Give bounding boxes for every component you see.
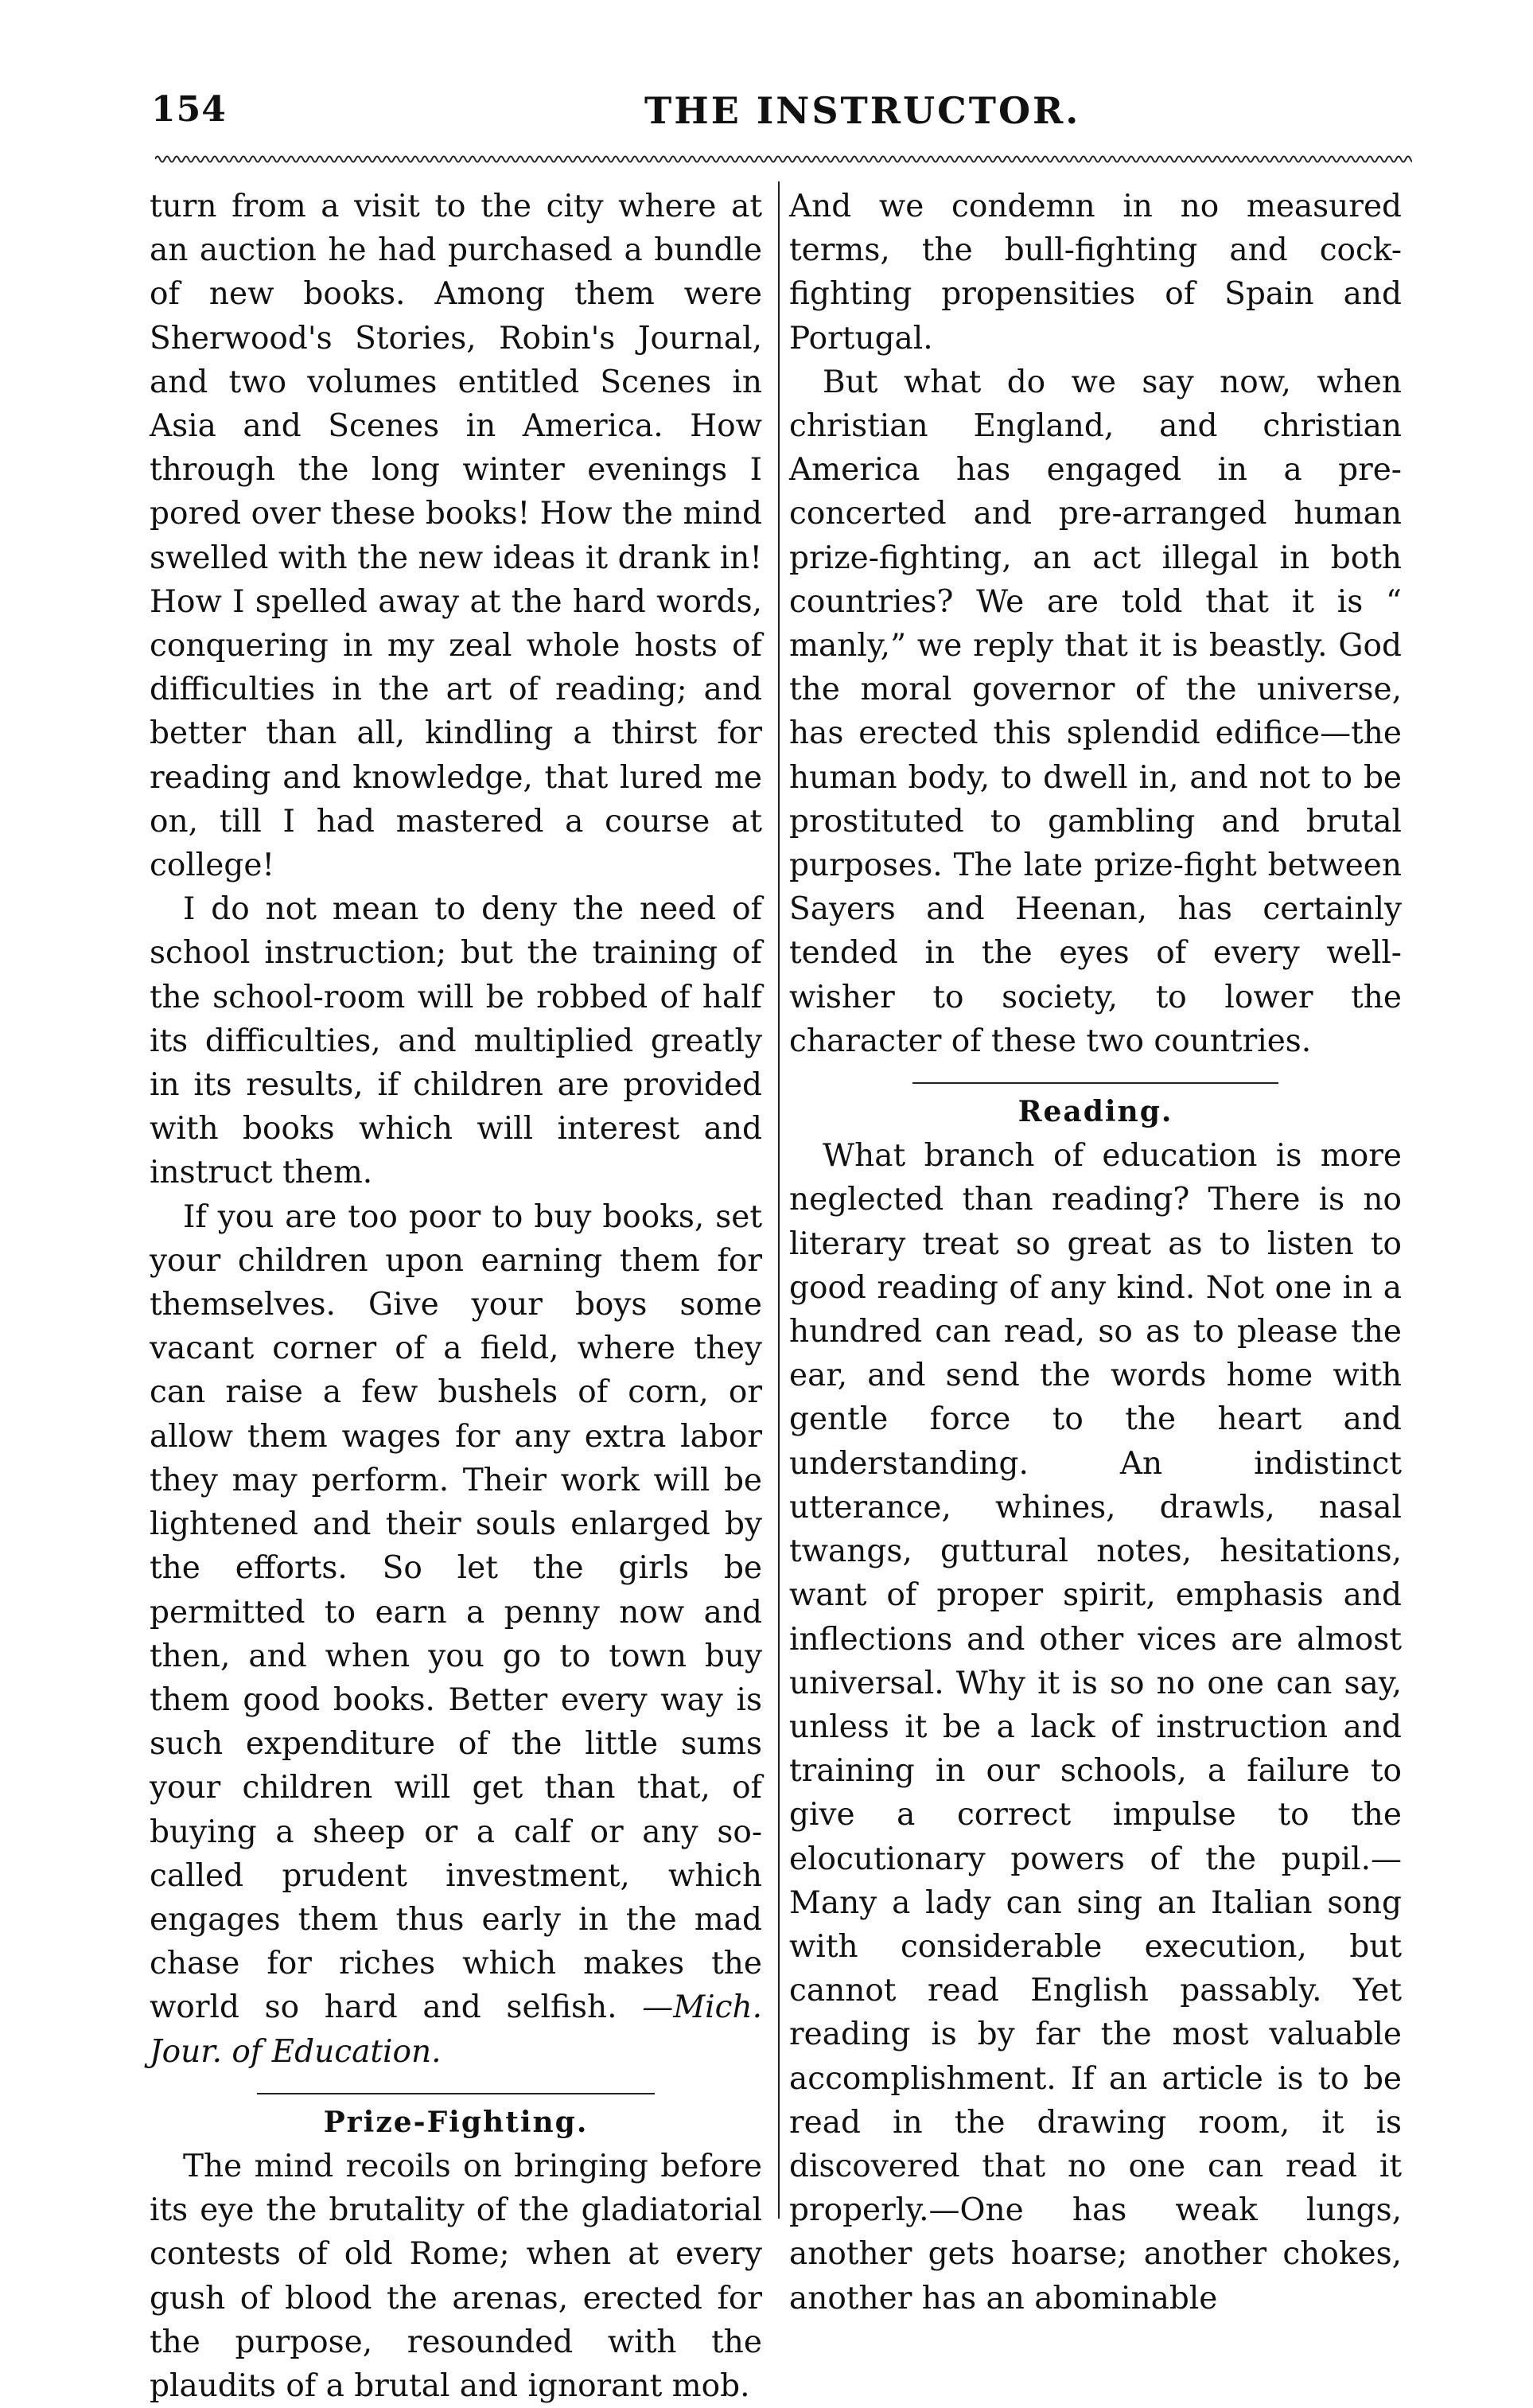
left-column	[150, 185, 762, 2408]
heading-prize-fighting: Prize-Fighting.	[323, 2105, 589, 2139]
section-rule	[257, 2093, 655, 2094]
left-paragraph-3-text: If you are too poor to buy books, set your children upon earning them for themselves. Give your boys some vacant corner of a field, where they can raise a few bushels of corn, or allow them wages for any extra labor they may perform. Their work will be lightened and their souls enlarged by the efforts. So let the girls be permitted to earn a penny now and then, and when you go to town buy them good books. Better every way is such expenditure of the little sums your children will get than that, of buying a sheep or a calf or any so-called prudent investment, which engages them thus early in the mad chase for riches which makes the world so hard and selfish.	[150, 1198, 762, 2026]
right-paragraph-3: What branch of education is more neglected than reading? There is no literary treat so great as to listen to good reading of any kind. Not one in a hundred can read, so as to please the ear, and send the words home with gentle force to the heart and understanding. An indistinct utterance, whines, drawls, nasal twangs, guttural notes, hesitations, want of proper spirit, emphasis and inflections and other vices are almost universal. Why it is so no one can say, unless it be a lack of instruction and training in our schools, a failure to give a correct impulse to the elocutionary powers of the pupil.—Many a lady can sing an Italian song with considerable execution, but cannot read English passably. Yet reading is by far the most valuable accomplishment. If an article is to be read in the drawing room, it is discovered that no one can read it properly.—One has weak lungs, another gets hoarse; another chokes, another has an abominable	[789, 1138, 1402, 2316]
wavy-rule	[155, 151, 1412, 167]
citation: —Mich. Jour. of Education.	[150, 1989, 762, 2070]
page-header	[151, 89, 1424, 145]
right-column	[789, 185, 1402, 2320]
left-paragraph-2: I do not mean to deny the need of school instruction; but the training of the school-room will be robbed of half its difficulties, and multiplied greatly in its results, if children are provided with books which will interest and instruct them.	[150, 891, 762, 1191]
column-divider	[778, 181, 780, 2219]
section-rule	[912, 1082, 1278, 1084]
left-paragraph-1: turn from a visit to the city where at an auction he had purchased a bundle of new books. Among them were Sherwood's Stories, Robin's Journal, and two volumes entitled Scenes in Asia and Scenes in America. How through the long winter evenings I pored over these books! How the mind swelled with the new ideas it drank in! How I spelled away at the hard words, conquering in my zeal whole hosts of difficulties in the art of reading; and better than all, kindling a thirst for reading and knowledge, that lured me on, till I had mastered a course at college!	[150, 189, 762, 884]
page-number: 154	[151, 89, 227, 130]
heading-reading: Reading.	[1017, 1095, 1173, 1129]
running-title: THE INSTRUCTOR.	[644, 89, 1081, 132]
right-paragraph-1: And we condemn in no measured terms, the bull-fighting and cock-fighting propensities of Spain and Portugal.	[789, 189, 1402, 357]
left-paragraph-3	[150, 1195, 762, 2074]
right-paragraph-2: But what do we say now, when christian England, and christian America has engaged in a pre-concerted and pre-arranged human prize-fighting, an act illegal in both countries? We are told that it is “ manly,” we reply that it is beastly. God the moral governor of the universe, has erected this splendid edifice—the human body, to dwell in, and not to be prostituted to gambling and brutal purposes. The late prize-fight between Sayers and Heenan, has certainly tended in the eyes of every well-wisher to society, to lower the character of these two countries.	[789, 364, 1402, 1059]
left-paragraph-4: The mind recoils on bringing before its eye the brutality of the gladiatorial contests of old Rome; when at every gush of blood the arenas, erected for the purpose, resounded with the plaudits of a brutal and ignorant mob.	[150, 2148, 762, 2404]
